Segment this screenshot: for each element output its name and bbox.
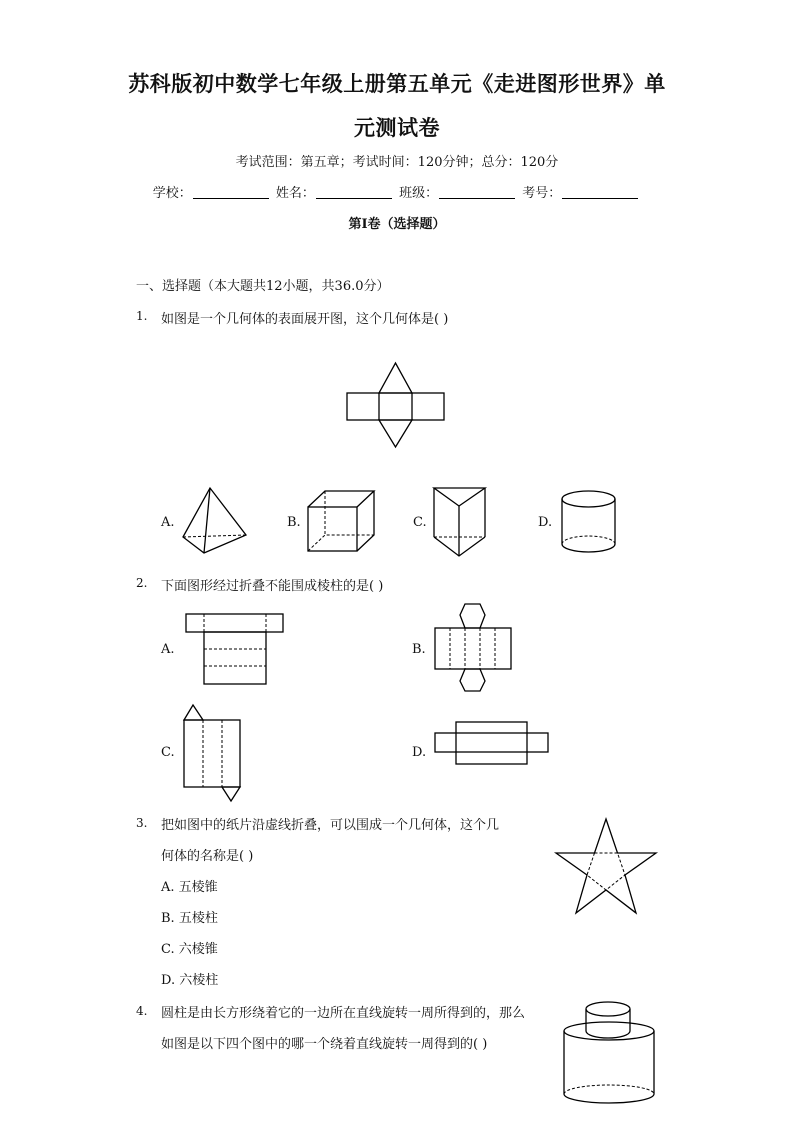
number-blank bbox=[562, 186, 638, 199]
q3-option-b: B. 五棱柱 bbox=[161, 911, 218, 926]
school-label: 学校： bbox=[152, 186, 192, 201]
q3-option-c: C. 六棱锥 bbox=[161, 942, 218, 957]
class-label: 班级： bbox=[399, 186, 439, 201]
question-4-text-line1: 圆柱是由长方形绕着它的一边所在直线旋转一周所得到的，那么 bbox=[161, 1006, 526, 1021]
q2-option-b-net bbox=[434, 603, 514, 693]
exam-info: 考试范围：第五章；考试时间：120分钟；总分：120分 bbox=[235, 155, 559, 170]
q2-option-c-label: C. bbox=[161, 745, 175, 760]
question-4-text-line2: 如图是以下四个图中的哪一个绕着直线旋转一周得到的( ) bbox=[161, 1037, 488, 1052]
q1-option-c-prism bbox=[433, 487, 487, 557]
q3-star-figure bbox=[554, 818, 658, 916]
q1-net-figure bbox=[346, 362, 446, 448]
q2-option-a-net bbox=[185, 613, 285, 686]
q1-option-a-label: A. bbox=[161, 515, 175, 530]
q1-option-d-label: D. bbox=[538, 515, 553, 530]
question-3-text-line2: 何体的名称是( ) bbox=[161, 849, 254, 864]
q2-option-c-net bbox=[183, 704, 243, 802]
student-info-fields bbox=[0, 182, 794, 201]
q4-stacked-cylinders-figure bbox=[562, 1000, 658, 1106]
question-3-text-line1: 把如图中的纸片沿虚线折叠，可以围成一个几何体，这个几 bbox=[161, 818, 500, 833]
question-3-number: 3. bbox=[136, 816, 148, 830]
question-1-number: 1. bbox=[136, 309, 148, 323]
page-title-line1: 苏科版初中数学七年级上册第五单元《走进图形世界》单 bbox=[128, 71, 666, 96]
question-2-text: 下面图形经过折叠不能围成棱柱的是( ) bbox=[161, 579, 384, 594]
question-2-number: 2. bbox=[136, 576, 148, 590]
q1-option-c-label: C. bbox=[413, 515, 427, 530]
q1-option-b-cube bbox=[307, 490, 377, 552]
q1-option-a-pyramid bbox=[182, 487, 248, 555]
section-heading: 一、选择题（本大题共12小题，共36.0分） bbox=[136, 279, 390, 294]
q1-option-b-label: B. bbox=[287, 515, 301, 530]
school-blank bbox=[193, 186, 269, 199]
q2-option-b-label: B. bbox=[412, 642, 426, 657]
volume-heading: 第I卷（选择题） bbox=[348, 217, 446, 232]
page-title-line2: 元测试卷 bbox=[354, 115, 440, 140]
q2-option-a-label: A. bbox=[161, 642, 175, 657]
class-blank bbox=[439, 186, 515, 199]
q2-option-d-label: D. bbox=[412, 745, 427, 760]
name-label: 姓名： bbox=[275, 186, 315, 201]
name-blank bbox=[316, 186, 392, 199]
q1-option-d-cylinder bbox=[561, 490, 617, 554]
q2-option-d-net bbox=[434, 721, 550, 765]
question-4-number: 4. bbox=[136, 1004, 148, 1018]
number-label: 考号： bbox=[522, 186, 562, 201]
question-1-text: 如图是一个几何体的表面展开图，这个几何体是( ) bbox=[161, 312, 449, 327]
q3-option-d: D. 六棱柱 bbox=[161, 973, 219, 988]
q3-option-a: A. 五棱锥 bbox=[161, 880, 218, 895]
